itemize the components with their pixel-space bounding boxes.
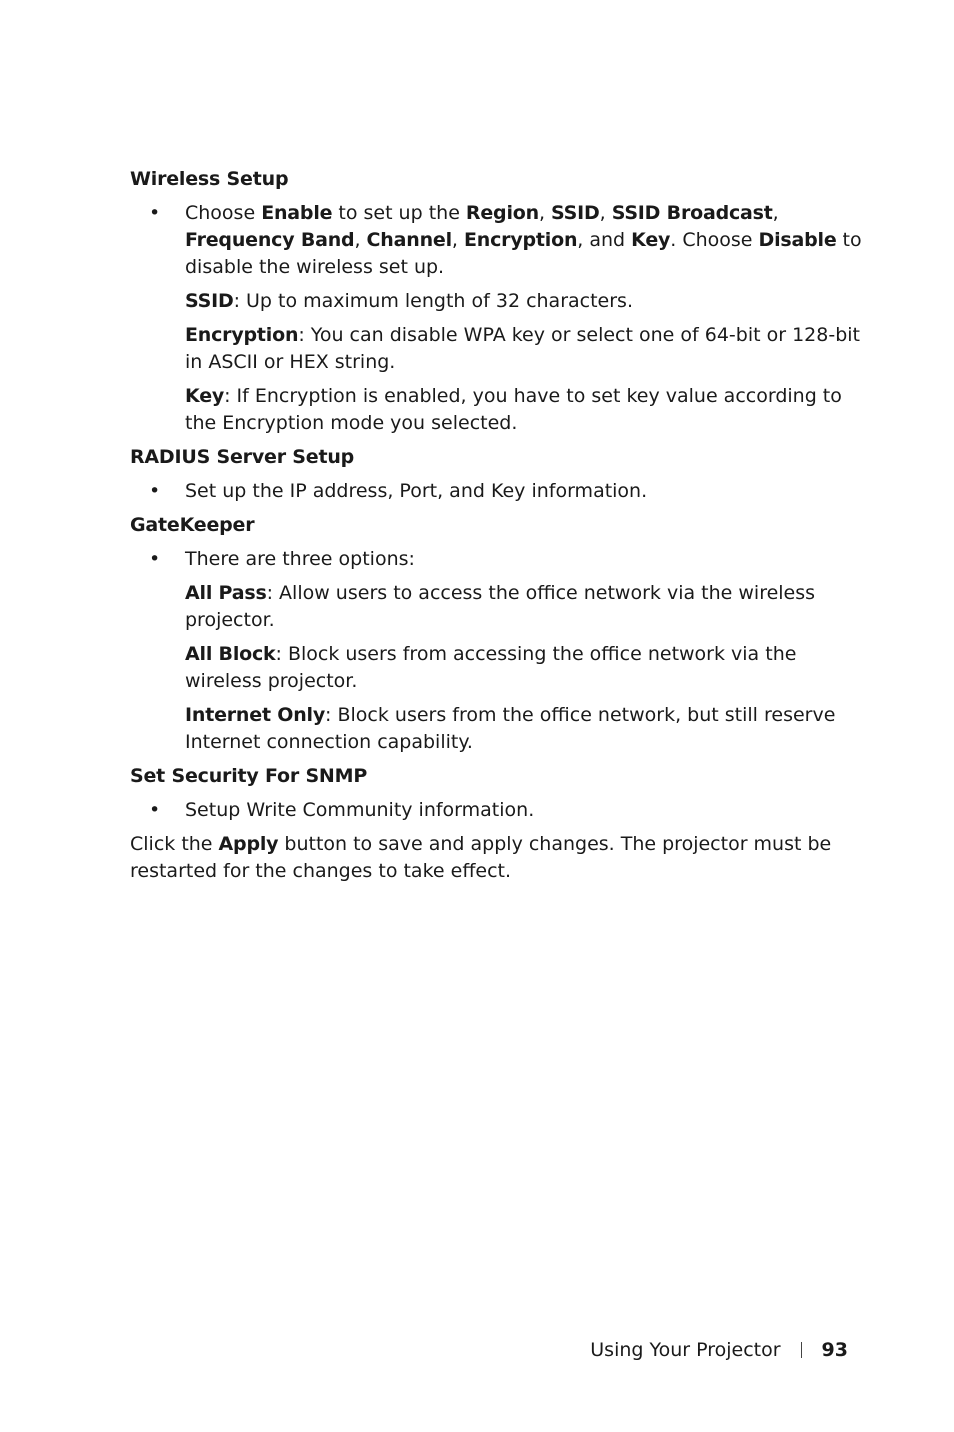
bullet-dot: •	[149, 202, 161, 224]
bullet-dot: •	[149, 799, 161, 821]
heading-wireless-setup: Wireless Setup	[130, 168, 289, 190]
heading-set-security-snmp: Set Security For SNMP	[130, 765, 368, 787]
bullet-gatekeeper: • There are three options:	[130, 546, 870, 573]
heading-radius-server-setup: RADIUS Server Setup	[130, 446, 355, 468]
internet-only-note: Internet Only: Block users from the office network, but still reserve Internet connection capability.	[185, 704, 836, 753]
encryption-note: Encryption: You can disable WPA key or select one of 64-bit or 128-bit in ASCII or HEX string.	[185, 324, 860, 373]
all-pass-note: All Pass: Allow users to access the office network via the wireless projector.	[185, 582, 816, 631]
footer-section-title: Using Your Projector	[590, 1339, 781, 1361]
page-footer	[590, 1337, 848, 1364]
bullet-dot: •	[149, 548, 161, 570]
closing-paragraph: Click the Apply button to save and apply changes. The projector must be restarted for the changes to take effect.	[130, 833, 832, 882]
footer-divider	[801, 1342, 802, 1358]
ssid-note: SSID: Up to maximum length of 32 characters.	[185, 290, 633, 312]
all-block-note: All Block: Block users from accessing the office network via the wireless projector.	[185, 643, 797, 692]
bullet-snmp: • Setup Write Community information.	[130, 797, 870, 824]
key-note: Key: If Encryption is enabled, you have to set key value according to the Encryption mode you selected.	[185, 385, 842, 434]
bullet-dot: •	[149, 480, 161, 502]
bullet-radius: • Set up the IP address, Port, and Key information.	[130, 478, 870, 505]
bullet-wireless-setup: • Choose Enable to set up the Region, SSID, SSID Broadcast, Frequency Band, Channel, Encryption, and Key. Choose Disable to disable the wireless set up.	[149, 202, 862, 278]
page-content	[130, 166, 870, 892]
heading-gatekeeper: GateKeeper	[130, 514, 255, 536]
page-number: 93	[821, 1339, 848, 1361]
